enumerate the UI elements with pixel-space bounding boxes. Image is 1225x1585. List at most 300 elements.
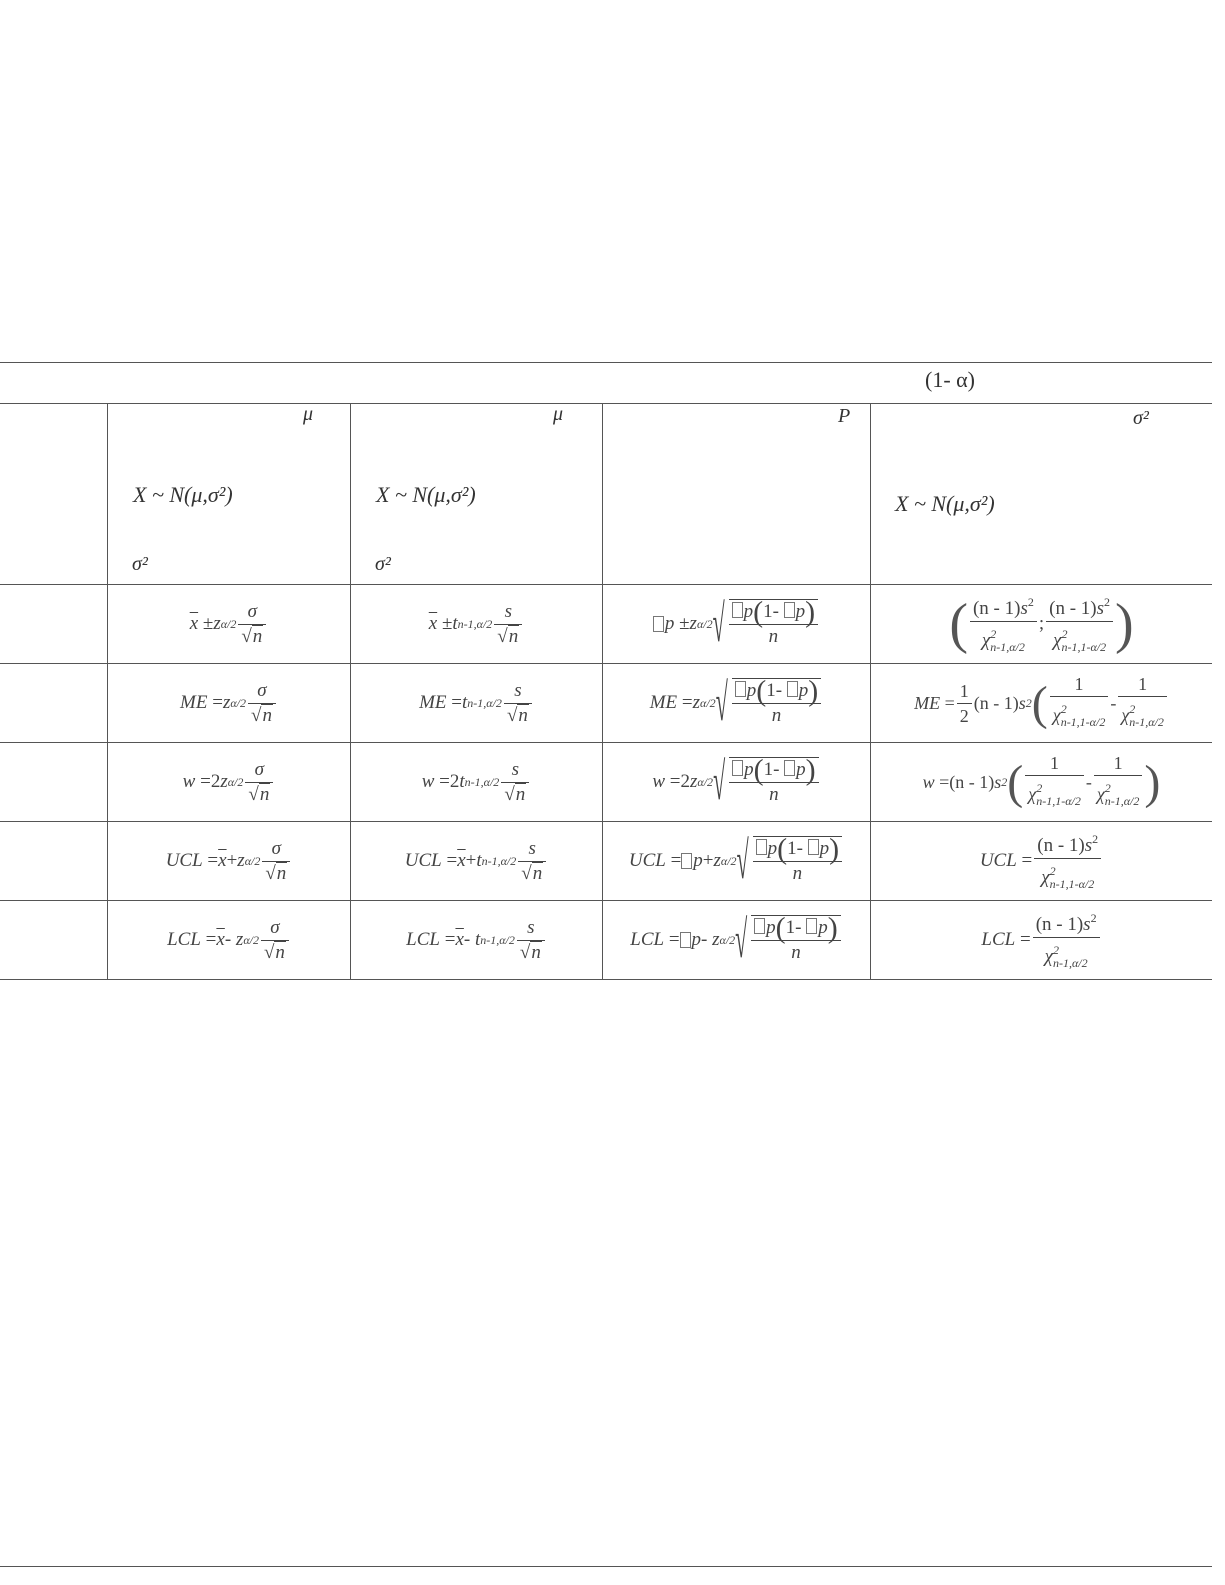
me-variance-formula — [871, 664, 1212, 742]
frac-den — [262, 862, 290, 886]
w-symbol: w — [182, 771, 196, 792]
chi-square-exponent: 2 — [1060, 702, 1067, 716]
frac-num: s — [517, 916, 545, 941]
frac-num — [729, 753, 819, 787]
frac-den — [494, 625, 522, 649]
t-symbol: t — [476, 850, 482, 871]
square: 2 — [1092, 831, 1099, 846]
frac-num: s — [504, 679, 532, 704]
one-minus: 1- — [766, 679, 787, 701]
header-proportion-param: P — [838, 405, 851, 427]
frac-den — [504, 704, 532, 728]
eq-symbol: = — [439, 771, 450, 792]
table-top-rule — [0, 362, 1212, 363]
width-proportion-formula — [603, 743, 870, 821]
eq-symbol: = — [681, 692, 693, 713]
lcl-variance-formula — [871, 901, 1212, 979]
z-subscript: α/2 — [696, 616, 713, 631]
t-symbol: t — [462, 692, 468, 713]
frac-num — [753, 832, 843, 866]
frac-den — [245, 783, 273, 807]
sqrt-n: √n — [263, 941, 285, 963]
p-symbol: p — [796, 758, 806, 780]
sqrt-n: √n — [265, 862, 287, 884]
me-mu-unknown-formula — [351, 664, 602, 742]
frac-den — [517, 941, 545, 965]
hat-placeholder-glyph — [754, 918, 765, 934]
square: 2 — [1104, 594, 1111, 609]
p-symbol: p — [746, 679, 757, 701]
s-over-root-n — [517, 916, 545, 965]
pq-over-n — [753, 832, 843, 887]
chi-symbol: χ — [1044, 945, 1053, 967]
minus-symbol: - — [701, 929, 708, 950]
hat-placeholder-glyph — [808, 839, 819, 855]
eq-symbol: = — [207, 850, 219, 871]
one-over-chi-hi — [1050, 672, 1109, 734]
frac-den — [501, 783, 529, 807]
frac-num: s — [501, 758, 529, 783]
chi-square-exponent: 2 — [1049, 863, 1056, 878]
t-subscript: n-1,α/2 — [457, 616, 493, 631]
xbar-symbol: $\overline{x}$ — [455, 929, 464, 950]
t-subscript: n-1,α/2 — [464, 774, 500, 789]
s-symbol: s — [994, 771, 1002, 792]
z-symbol: z — [213, 613, 221, 634]
hat-placeholder-glyph — [806, 918, 817, 934]
chi-symbol: χ — [981, 629, 991, 651]
frac-den: n — [771, 705, 782, 727]
s-over-root-n — [504, 679, 532, 728]
chi-subscript: n-1,1-α/2 — [1036, 794, 1081, 808]
chi-subscript: n-1,α/2 — [1129, 715, 1164, 729]
frac-num: 1 — [957, 679, 972, 704]
eq-symbol: = — [669, 771, 681, 792]
minus-symbol: - — [1085, 771, 1092, 792]
frac-num: σ — [245, 758, 273, 783]
eq-symbol: = — [444, 929, 456, 950]
eq-symbol: = — [670, 850, 682, 871]
one-over-chi-lo — [1118, 672, 1167, 734]
frac-num: 1 — [1118, 672, 1167, 697]
one-over-chi-lo — [1094, 751, 1143, 813]
sqrt-proportion-variance — [716, 674, 824, 729]
z-subscript: α/2 — [720, 853, 737, 868]
header-mu-known-variance: σ² — [132, 553, 148, 575]
header-mu-unknown-dist: X ~ N(μ,σ²) — [376, 482, 476, 507]
frac-num: σ — [238, 600, 266, 625]
ci-mu-unknown-formula — [351, 585, 602, 663]
t-subscript: n-1,α/2 — [481, 853, 517, 868]
square: 2 — [1027, 594, 1034, 609]
variance-lower-bound — [970, 590, 1037, 659]
eq-symbol: = — [944, 692, 955, 713]
s-over-root-n — [501, 758, 529, 807]
frac-num — [970, 590, 1037, 622]
me-mu-known-formula — [108, 664, 350, 742]
paren-close: ) — [1144, 755, 1161, 809]
z-symbol: z — [235, 929, 244, 950]
ucl-variance-fraction — [1034, 827, 1101, 896]
eq-symbol: = — [668, 929, 680, 950]
p-symbol: p — [743, 600, 754, 622]
hat-placeholder-glyph — [735, 681, 746, 697]
chi-subscript: n-1,1-α/2 — [1049, 876, 1095, 891]
xbar-symbol: $\overline{x}$ — [457, 850, 466, 871]
ci-proportion-formula — [603, 585, 870, 663]
n-minus-one: (n - 1) — [972, 597, 1021, 619]
sqrt-n: √n — [506, 704, 528, 726]
pm-symbol: ± — [679, 613, 690, 634]
table-bottom-rule — [0, 979, 1212, 980]
n-minus-one: (n - 1) — [949, 771, 995, 792]
header-variance-param: σ² — [1133, 407, 1149, 429]
sigma-over-root-n — [238, 600, 266, 649]
chi-symbol: χ — [1041, 866, 1050, 888]
one-over-chi-hi — [1025, 751, 1084, 813]
eq-symbol: = — [205, 929, 217, 950]
chi-square-exponent: 2 — [1104, 781, 1111, 795]
frac-num: s — [494, 600, 522, 625]
one-half — [957, 679, 972, 728]
eq-symbol: = — [1021, 850, 1033, 871]
ucl-symbol: UCL — [165, 850, 203, 871]
frac-num: 1 — [1094, 751, 1143, 776]
ucl-variance-formula — [871, 822, 1212, 900]
one-minus: 1- — [787, 837, 808, 859]
lcl-mu-unknown-formula — [351, 901, 602, 979]
n-symbol: n — [262, 704, 272, 726]
z-symbol: z — [692, 692, 701, 713]
frac-den: n — [791, 942, 801, 964]
header-mu-known-dist: X ~ N(μ,σ²) — [133, 482, 233, 507]
z-subscript: α/2 — [220, 616, 237, 631]
paren-close: ) — [829, 832, 840, 866]
n-minus-one: (n - 1) — [1049, 597, 1097, 619]
hat-placeholder-glyph — [680, 932, 691, 948]
s-symbol: s — [1083, 913, 1091, 935]
paren-open: ( — [777, 832, 788, 866]
sqrt-proportion-variance — [713, 753, 821, 808]
lcl-proportion-formula — [603, 901, 870, 979]
ucl-mu-known-formula — [108, 822, 350, 900]
n-symbol: n — [518, 704, 528, 726]
frac-den — [248, 704, 276, 728]
p-symbol: p — [691, 929, 702, 950]
confidence-level-label: (1- α) — [925, 367, 976, 392]
chi-square-exponent: 2 — [1036, 781, 1043, 795]
sqrt-n: √n — [521, 862, 543, 884]
header-variance-dist: X ~ N(μ,σ²) — [895, 491, 995, 516]
n-symbol: n — [276, 862, 287, 884]
sigma-over-root-n — [261, 916, 289, 965]
t-subscript: n-1,α/2 — [480, 932, 515, 947]
xbar-symbol: $\overline{x}$ — [428, 613, 438, 634]
hat-placeholder-glyph — [732, 602, 743, 618]
sqrt-proportion-variance — [713, 595, 821, 650]
chi-subscript: n-1,α/2 — [1052, 955, 1088, 970]
minus-symbol: - — [224, 929, 232, 950]
z-subscript: α/2 — [719, 932, 736, 947]
sqrt-n: √n — [497, 625, 519, 647]
chi-square-exponent: 2 — [990, 626, 997, 641]
paren-open: ( — [775, 911, 786, 945]
eq-symbol: = — [1019, 929, 1031, 950]
chi-subscript: n-1,1-α/2 — [1060, 715, 1106, 729]
p-symbol: p — [798, 679, 809, 701]
me-proportion-formula — [603, 664, 870, 742]
ucl-symbol: UCL — [404, 850, 442, 871]
lcl-symbol: LCL — [981, 929, 1016, 950]
n-symbol: n — [259, 783, 270, 805]
two-symbol: 2 — [210, 771, 221, 792]
chi-square-exponent: 2 — [1129, 702, 1136, 716]
n-symbol: n — [508, 625, 519, 647]
paren-open: ( — [1007, 755, 1024, 809]
p-symbol: p — [693, 850, 703, 871]
ucl-mu-unknown-formula — [351, 822, 602, 900]
z-symbol: z — [689, 613, 697, 634]
eq-symbol: = — [212, 692, 223, 713]
header-rule — [0, 403, 1212, 404]
sqrt-n: √n — [248, 783, 270, 805]
xbar-symbol: $\overline{x}$ — [216, 929, 225, 950]
ci-variance-formula — [871, 585, 1212, 663]
frac-den — [1034, 859, 1101, 896]
p-symbol: p — [767, 837, 778, 859]
n-symbol: n — [532, 862, 543, 884]
sqrt-n: √n — [241, 625, 263, 647]
xbar-symbol: $\overline{x}$ — [218, 850, 227, 871]
frac-num — [1046, 590, 1113, 622]
s-symbol: s — [1020, 597, 1028, 619]
frac-num — [751, 911, 841, 945]
xbar-symbol: $\overline{x}$ — [189, 613, 199, 634]
frac-den — [970, 622, 1037, 659]
frac-den — [1050, 697, 1109, 734]
hat-placeholder-glyph — [756, 839, 767, 855]
square: 2 — [1025, 695, 1032, 710]
chi-subscript: n-1,1-α/2 — [1061, 639, 1107, 654]
w-symbol: w — [652, 771, 666, 792]
hat-placeholder-glyph — [784, 602, 795, 618]
frac-den: 2 — [959, 705, 969, 726]
ucl-symbol: UCL — [628, 850, 666, 871]
one-minus: 1- — [763, 600, 784, 622]
hat-placeholder-glyph — [653, 616, 664, 632]
paren-close: ) — [805, 753, 816, 787]
lcl-symbol: LCL — [406, 929, 440, 950]
p-symbol: p — [744, 758, 754, 780]
z-subscript: α/2 — [227, 774, 244, 789]
lcl-symbol: LCL — [630, 929, 665, 950]
p-symbol: p — [819, 837, 830, 859]
plus-symbol: + — [226, 850, 238, 871]
paren-close: ) — [808, 674, 819, 708]
ci-mu-known-formula — [108, 585, 350, 663]
chi-square-exponent: 2 — [1052, 942, 1059, 957]
p-symbol: p — [766, 916, 776, 938]
s-symbol: s — [1018, 692, 1026, 713]
n-symbol: n — [531, 941, 541, 963]
chi-symbol: χ — [1052, 705, 1061, 725]
frac-den — [1094, 776, 1143, 813]
chi-subscript: n-1,α/2 — [990, 639, 1025, 654]
s-symbol: s — [1096, 597, 1105, 619]
z-symbol: z — [712, 929, 720, 950]
frac-num: σ — [248, 679, 276, 704]
pm-symbol: ± — [441, 613, 453, 634]
paren-close: ) — [805, 595, 816, 629]
t-symbol: t — [474, 929, 481, 950]
minus-symbol: - — [463, 929, 471, 950]
z-symbol: z — [713, 850, 721, 871]
n-minus-one: (n - 1) — [1037, 834, 1085, 856]
lcl-symbol: LCL — [167, 929, 201, 950]
z-subscript: α/2 — [243, 932, 259, 947]
p-symbol: p — [664, 613, 675, 634]
chi-symbol: χ — [1053, 629, 1062, 651]
z-subscript: α/2 — [244, 853, 261, 868]
z-subscript: α/2 — [697, 774, 714, 789]
z-symbol: z — [220, 771, 228, 792]
frac-den — [1046, 622, 1113, 659]
frac-num: σ — [262, 837, 290, 862]
frac-num: s — [518, 837, 546, 862]
frac-num — [1034, 827, 1101, 859]
frac-den: n — [769, 784, 779, 806]
chi-symbol: χ — [1121, 705, 1130, 725]
frac-den: n — [768, 626, 779, 648]
plus-symbol: + — [465, 850, 477, 871]
header-mu-known-param: μ — [303, 403, 314, 425]
paren-open: ( — [756, 674, 767, 708]
sqrt-n: √n — [251, 704, 272, 726]
frac-den — [518, 862, 546, 886]
sigma-over-root-n — [248, 679, 276, 728]
frac-num: 1 — [1050, 672, 1109, 697]
hat-placeholder-glyph — [732, 760, 743, 776]
eq-symbol: = — [939, 771, 950, 792]
paren-open: ( — [753, 753, 764, 787]
paren-open: ( — [753, 595, 764, 629]
z-subscript: α/2 — [230, 695, 246, 710]
n-symbol: n — [515, 783, 526, 805]
pq-over-n — [732, 674, 822, 729]
w-symbol: w — [421, 771, 435, 792]
ucl-proportion-formula — [603, 822, 870, 900]
lcl-variance-fraction — [1033, 906, 1100, 975]
ucl-symbol: UCL — [979, 850, 1017, 871]
hat-placeholder-glyph — [787, 681, 798, 697]
square: 2 — [1090, 910, 1097, 925]
sigma-over-root-n — [262, 837, 290, 886]
two-symbol: 2 — [449, 771, 460, 792]
width-mu-known-formula — [108, 743, 350, 821]
frac-den — [238, 625, 266, 649]
n-minus-one: (n - 1) — [973, 692, 1019, 713]
paren-open: ( — [949, 593, 968, 655]
sqrt-proportion-variance — [737, 832, 845, 887]
frac-den — [1025, 776, 1084, 813]
me-symbol: ME — [914, 692, 941, 713]
eq-symbol: = — [451, 692, 463, 713]
frac-den — [1118, 697, 1167, 734]
page-footer-rule — [0, 1566, 1212, 1567]
frac-num — [1033, 906, 1100, 938]
two-symbol: 2 — [680, 771, 691, 792]
paren-close: ) — [1115, 593, 1134, 655]
z-symbol: z — [690, 771, 698, 792]
chi-square-exponent: 2 — [1061, 626, 1068, 641]
z-symbol: z — [237, 850, 245, 871]
me-symbol: ME — [180, 692, 208, 713]
minus-symbol: - — [1110, 692, 1117, 713]
frac-num — [732, 674, 822, 708]
chi-symbol: χ — [1096, 784, 1105, 804]
square: 2 — [1001, 774, 1008, 789]
lcl-mu-known-formula — [108, 901, 350, 979]
n-symbol: n — [252, 625, 263, 647]
chi-symbol: χ — [1028, 784, 1037, 804]
w-symbol: w — [922, 771, 935, 792]
frac-den — [1033, 938, 1100, 975]
width-variance-formula — [871, 743, 1212, 821]
pm-symbol: ± — [202, 613, 214, 634]
s-over-root-n — [518, 837, 546, 886]
z-symbol: z — [222, 692, 231, 713]
sqrt-n: √n — [519, 941, 541, 963]
me-symbol: ME — [419, 692, 447, 713]
p-symbol: p — [795, 600, 806, 622]
separator: ; — [1038, 613, 1045, 634]
one-minus: 1- — [763, 758, 785, 780]
sigma-over-root-n — [245, 758, 273, 807]
me-symbol: ME — [649, 692, 678, 713]
z-subscript: α/2 — [700, 695, 716, 710]
paren-open: ( — [1031, 676, 1048, 730]
frac-den — [261, 941, 289, 965]
s-over-root-n — [494, 600, 522, 649]
one-minus: 1- — [785, 916, 807, 938]
frac-num: 1 — [1025, 751, 1084, 776]
hat-placeholder-glyph — [681, 853, 692, 869]
frac-num: σ — [261, 916, 289, 941]
eq-symbol: = — [200, 771, 211, 792]
pq-over-n — [729, 753, 819, 808]
pq-over-n — [751, 911, 841, 966]
n-symbol: n — [275, 941, 285, 963]
frac-num — [729, 595, 819, 629]
eq-symbol: = — [446, 850, 458, 871]
width-mu-unknown-formula — [351, 743, 602, 821]
sqrt-proportion-variance — [735, 911, 843, 966]
t-symbol: t — [452, 613, 458, 634]
t-subscript: n-1,α/2 — [467, 695, 502, 710]
header-mu-unknown-param: μ — [553, 403, 564, 425]
chi-subscript: n-1,α/2 — [1104, 794, 1140, 808]
header-mu-unknown-variance: σ² — [375, 553, 391, 575]
variance-upper-bound — [1046, 590, 1113, 659]
s-symbol: s — [1084, 834, 1093, 856]
hat-placeholder-glyph — [784, 760, 795, 776]
paren-close: ) — [827, 911, 838, 945]
pq-over-n — [729, 595, 819, 650]
sqrt-n: √n — [504, 783, 526, 805]
p-symbol: p — [818, 916, 828, 938]
frac-den: n — [792, 863, 803, 885]
t-symbol: t — [459, 771, 465, 792]
